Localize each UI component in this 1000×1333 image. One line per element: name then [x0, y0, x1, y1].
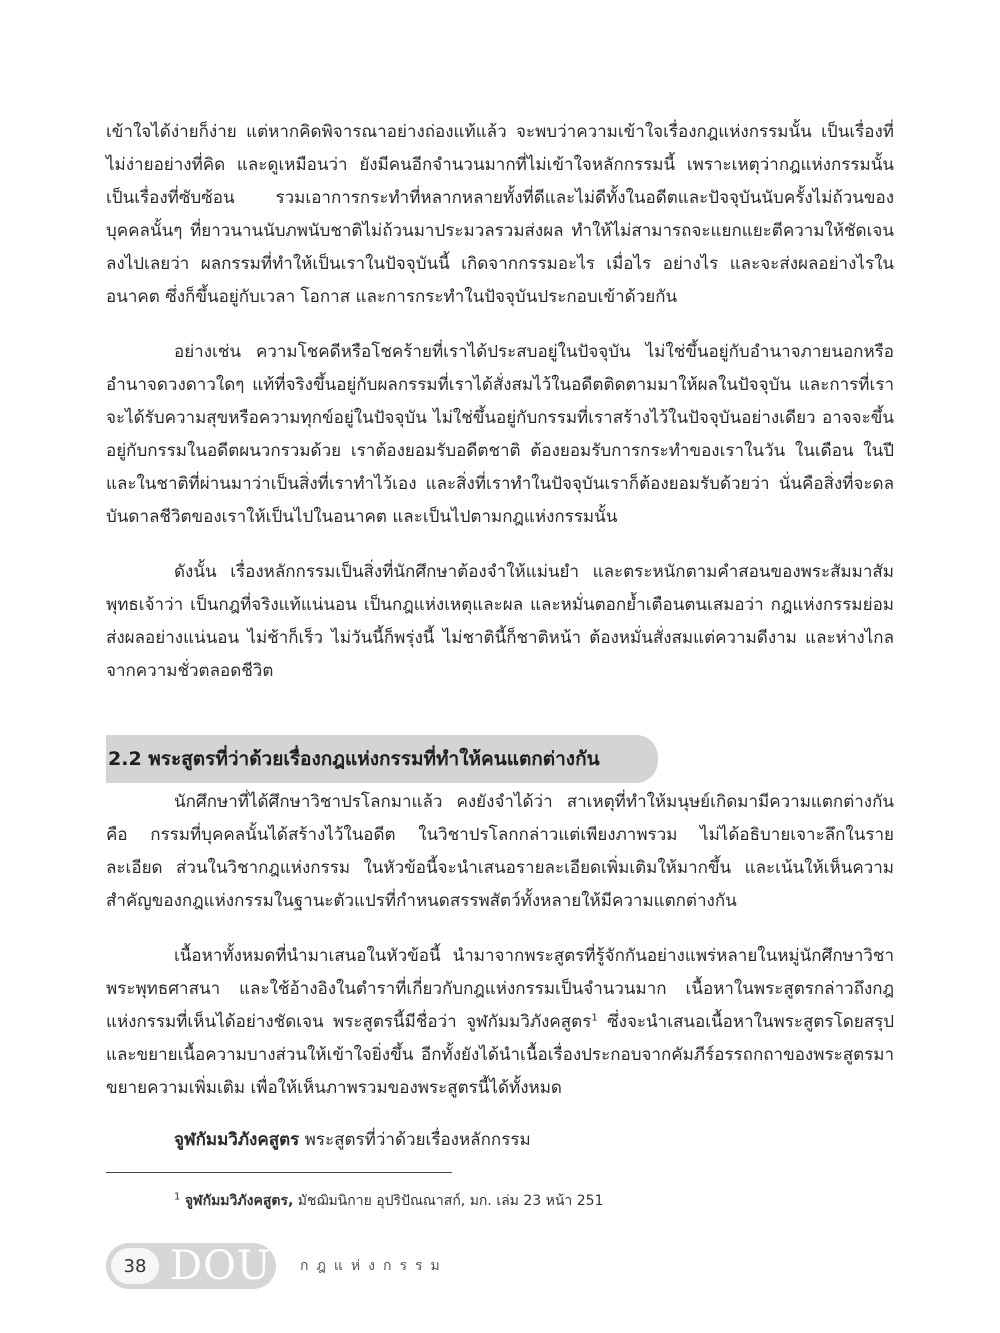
- running-title: กฎแห่งกรรม: [300, 1258, 448, 1274]
- page-number: 38: [111, 1248, 159, 1284]
- sutta-title-rest: พระสูตรที่ว่าด้วยเรื่องหลักกรรม: [299, 1130, 531, 1150]
- footnote: [174, 1190, 603, 1212]
- footnote-source-rest: มัชฌิมนิกาย อุปริปัณณาสก์, มก. เล่ม 23 หน้า 251: [293, 1193, 604, 1209]
- sutta-title-bold: จูฬกัมมวิภังคสูตร: [174, 1130, 300, 1150]
- paragraph-5-part-a: เนื้อหาทั้งหมดที่นำมาเสนอในหัวข้อนี้ นำมาจากพระสูตรที่รู้จักกันอย่างแพร่หลายในหมู่นักศึกษาวิชาพระพุทธศาสนา และใช้อ้างอิงในตำราที่เกี่ยวกับกฎแห่งกรรมเป็นจำนวนมาก เนื้อหาในพระสูตรกล่าวถึงกฎแห่งกรรมที่เห็นได้อย่างชัดเจน พระสูตรนี้มีชื่อว่า จูฬกัมมวิภังคสูตร: [106, 946, 894, 1032]
- dou-logo: DOU: [170, 1243, 272, 1289]
- page-footer: [106, 1243, 448, 1289]
- paragraph-5-part-b: ซึ่งจะนำเสนอเนื้อหาในพระสูตรโดยสรุป และขยายเนื้อความบางส่วนให้เข้าใจยิ่งขึ้น อีกทั้งยังได้นำเนื้อเรื่องประกอบจากคัมภีร์อรรถกถาของพระสูตรมาขยายความเพิ่มเติม เพื่อให้เห็นภาพรวมของพระสูตรนี้ได้ทั้งหมด: [106, 1012, 894, 1098]
- paragraph-3: ดังนั้น เรื่องหลักกรรมเป็นสิ่งที่นักศึกษาต้องจำให้แม่นยำ และตระหนักตามคำสอนของพระสัมมาสัมพุทธเจ้าว่า เป็นกฎที่จริงแท้แน่นอน เป็นกฎแห่งเหตุและผล และหมั่นตอกย้ำเตือนตนเสมอว่า กฎแห่งกรรมย่อมส่งผลอย่างแน่นอน ไม่ช้าก็เร็ว ไม่วันนี้ก็พรุ่งนี้ ไม่ชาตินี้ก็ชาติหน้า ต้องหมั่นสั่งสมแต่ความดีงาม และห่างไกลจากความชั่วตลอดชีวิต: [106, 562, 894, 681]
- footnote-marker: 1: [174, 1191, 181, 1203]
- footnote-reference[interactable]: 1: [591, 1012, 598, 1024]
- paragraph-5: [106, 940, 894, 1105]
- footnote-divider: [106, 1172, 452, 1173]
- sutta-title-line: [106, 1124, 894, 1157]
- section-heading-box: [106, 735, 658, 783]
- footnote-source-bold: จูฬกัมมวิภังคสูตร,: [184, 1193, 294, 1209]
- section-heading: 2.2 พระสูตรที่ว่าด้วยเรื่องกฎแห่งกรรมที่ทำให้คนแตกต่างกัน: [108, 748, 600, 770]
- paragraph-1: เข้าใจได้ง่ายก็ง่าย แต่หากคิดพิจารณาอย่างถ่องแท้แล้ว จะพบว่าความเข้าใจเรื่องกฎแห่งกรรมนั้น เป็นเรื่องที่ไม่ง่ายอย่างที่คิด และดูเหมือนว่า ยังมีคนอีกจำนวนมากที่ไม่เข้าใจหลักกรรมนี้ เพราะเหตุว่ากฎแห่งกรรมนั้นเป็นเรื่องที่ซับซ้อน รวมเอาการกระทำที่หลากหลายทั้งที่ดีและไม่ดีทั้งในอดีตและปัจจุบันนับครั้งไม่ถ้วนของบุคคลนั้นๆ ที่ยาวนานนับภพนับชาติไม่ถ้วนมาประมวลรวมส่งผล ทำให้ไม่สามารถจะแยกแยะตีความให้ชัดเจนลงไปเลยว่า ผลกรรมที่ทำให้เป็นเราในปัจจุบันนี้ เกิดจากกรรมอะไร เมื่อไร อย่างไร และจะส่งผลอย่างไรในอนาคต ซึ่งก็ขึ้นอยู่กับเวลา โอกาส และการกระทำในปัจจุบันประกอบเข้าด้วยกัน: [106, 122, 894, 307]
- footer-badge: [106, 1243, 276, 1289]
- paragraph-2: อย่างเช่น ความโชคดีหรือโชคร้ายที่เราได้ประสบอยู่ในปัจจุบัน ไม่ใช่ขึ้นอยู่กับอำนาจภายนอกหรืออำนาจดวงดาวใดๆ แท้ที่จริงขึ้นอยู่กับผลกรรมที่เราได้สั่งสมไว้ในอดีตติดตามมาให้ผลในปัจจุบัน และการที่เราจะได้รับความสุขหรือความทุกข์อยู่ในปัจจุบัน ไม่ใช่ขึ้นอยู่กับกรรมที่เราสร้างไว้ในปัจจุบันอย่างเดียว อาจจะขึ้นอยู่กับกรรมในอดีตผนวกรวมด้วย เราต้องยอมรับอดีตชาติ ต้องยอมรับการกระทำของเราในวัน ในเดือน ในปี และในชาติที่ผ่านมาว่าเป็นสิ่งที่เราทำไว้เอง และสิ่งที่เราทำในปัจจุบันเราก็ต้องยอมรับด้วยว่า นั่นคือสิ่งที่จะดลบันดาลชีวิตของเราให้เป็นไปในอนาคต และเป็นไปตามกฎแห่งกรรมนั้น: [106, 342, 894, 527]
- paragraph-4: นักศึกษาที่ได้ศึกษาวิชาปรโลกมาแล้ว คงยังจำได้ว่า สาเหตุที่ทำให้มนุษย์เกิดมามีความแตกต่างกัน คือ กรรมที่บุคคลนั้นได้สร้างไว้ในอดีต ในวิชาปรโลกกล่าวแต่เพียงภาพรวม ไม่ได้อธิบายเจาะลึกในรายละเอียด ส่วนในวิชากฎแห่งกรรม ในหัวข้อนี้จะนำเสนอรายละเอียดเพิ่มเติมให้มากขึ้น และเน้นให้เห็นความสำคัญของกฎแห่งกรรมในฐานะตัวแปรที่กำหนดสรรพสัตว์ทั้งหลายให้มีความแตกต่างกัน: [106, 792, 894, 911]
